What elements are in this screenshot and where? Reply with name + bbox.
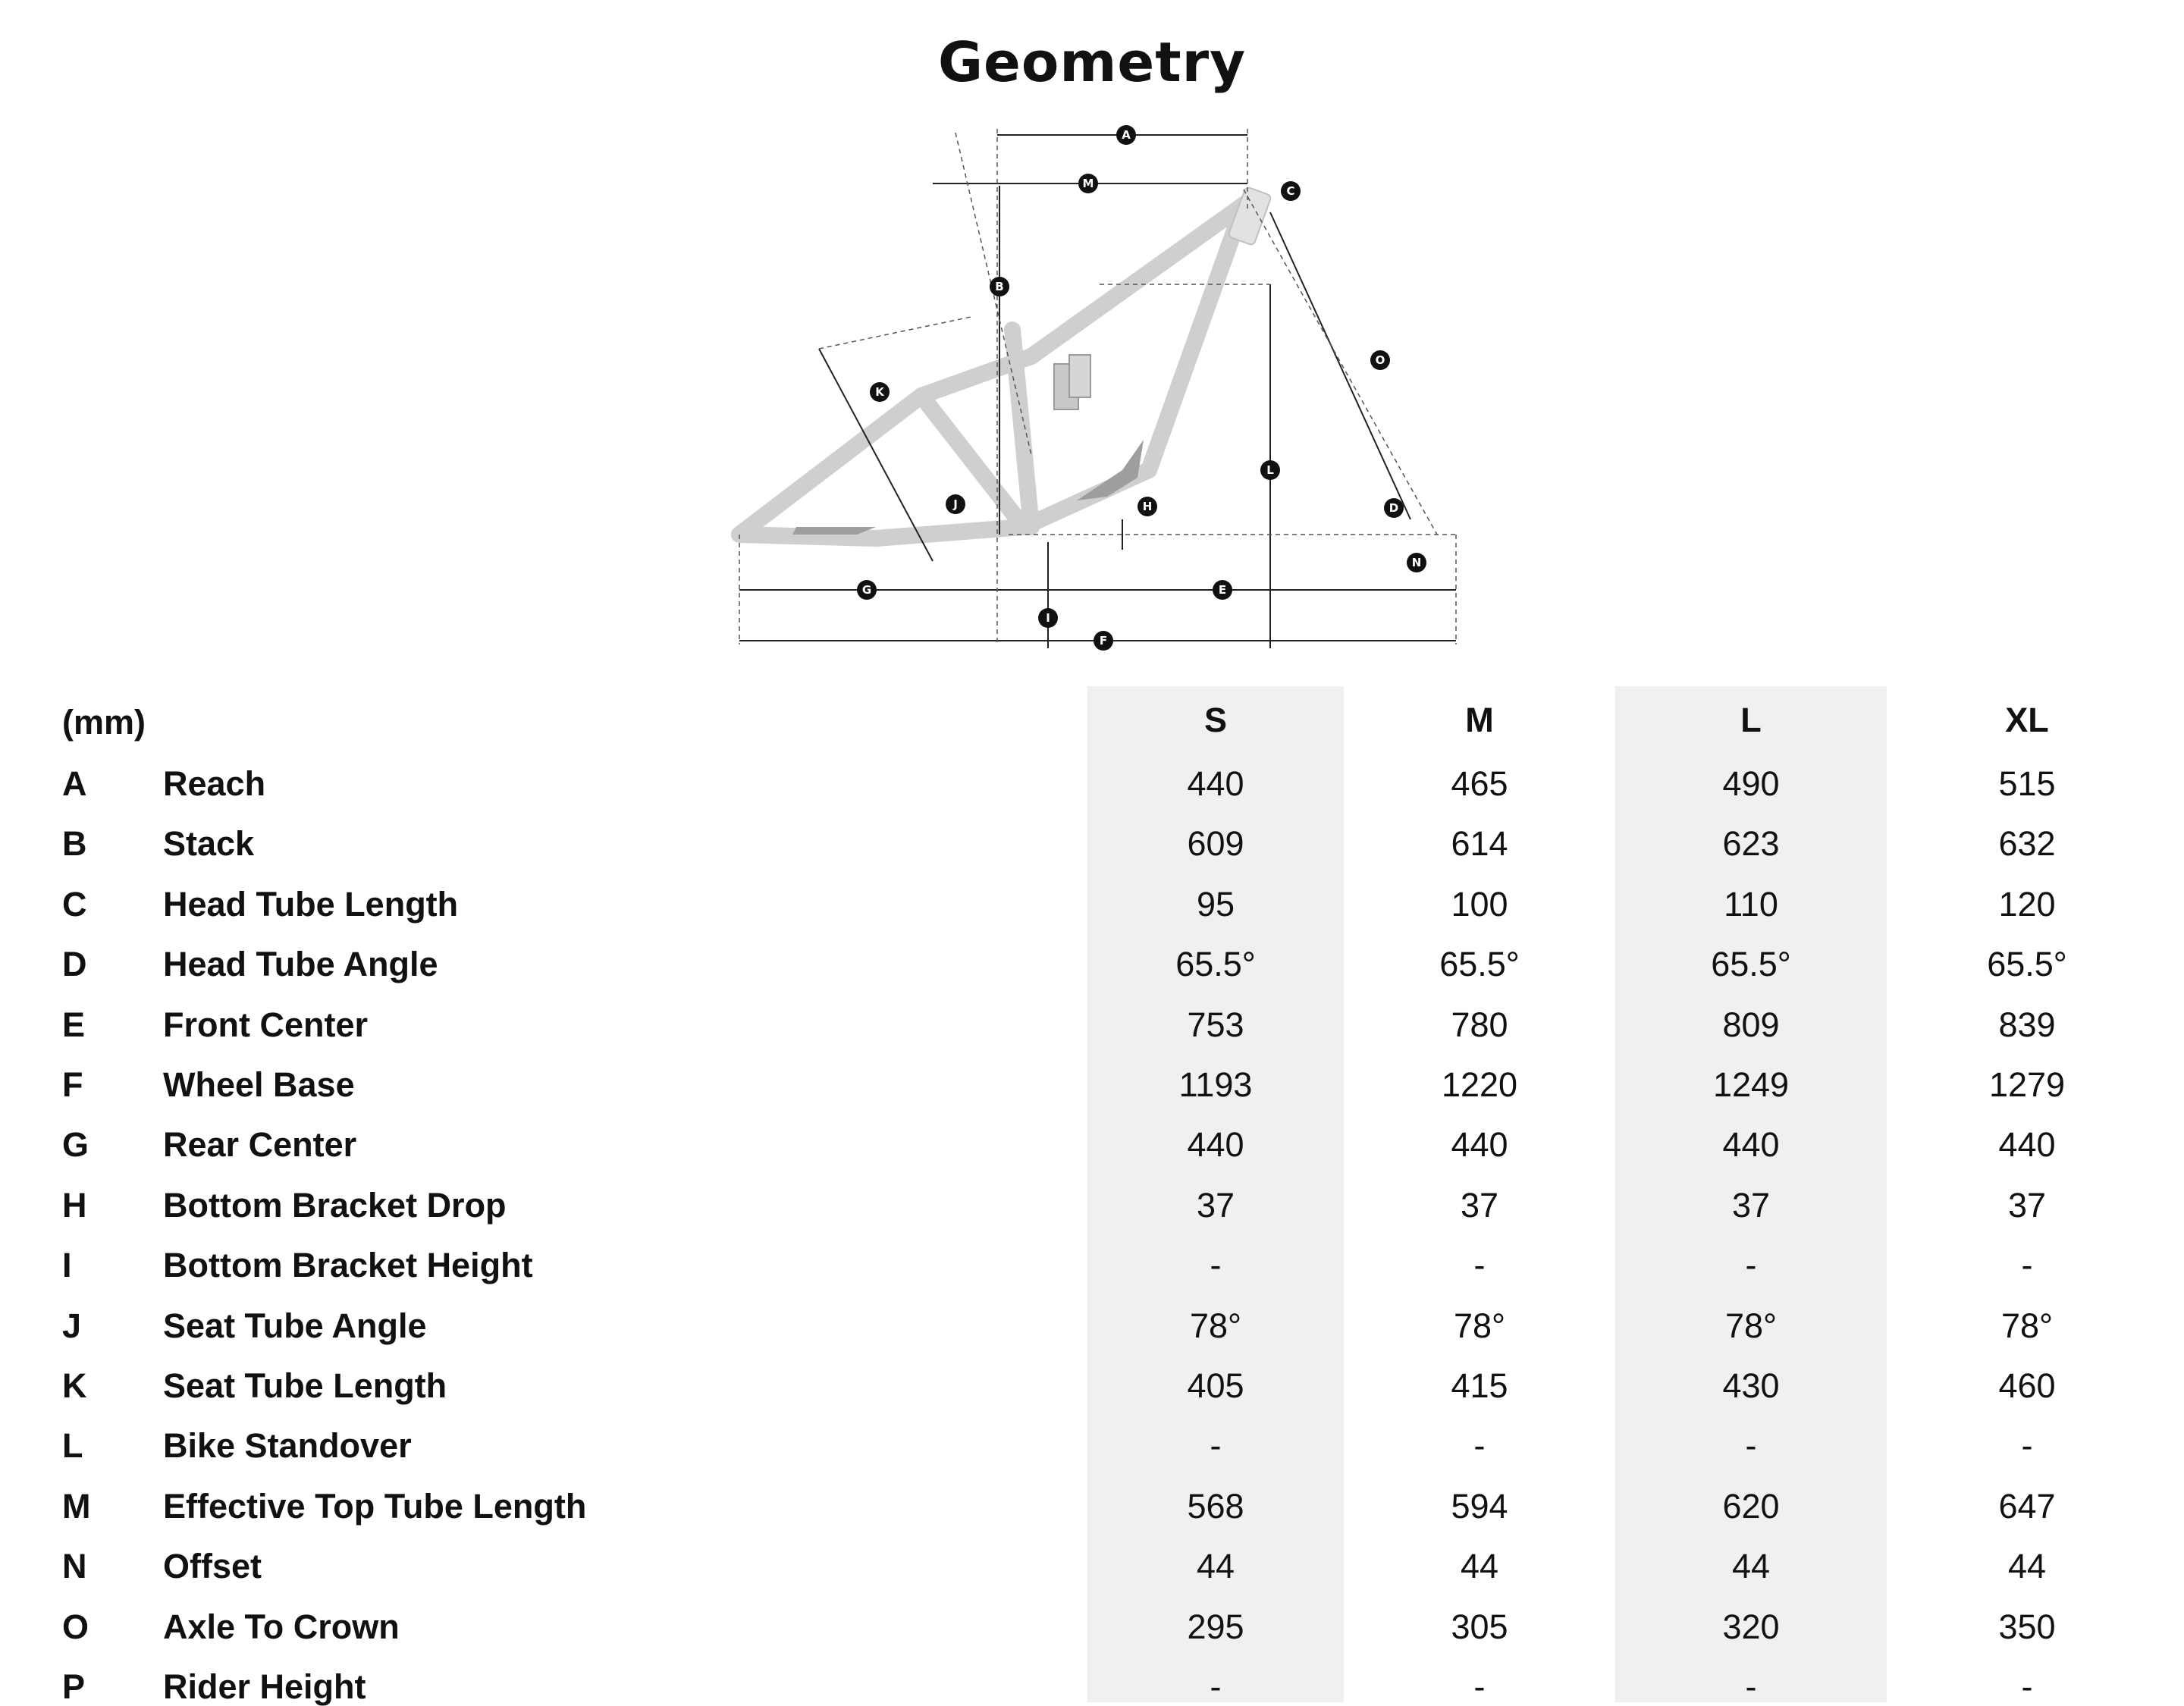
row-letter: M bbox=[62, 1487, 91, 1526]
value-cell-l: 623 bbox=[1722, 824, 1780, 863]
size-header-xl: XL bbox=[2005, 701, 2049, 739]
row-label: Effective Top Tube Length bbox=[163, 1487, 587, 1526]
value-cell-s: 44 bbox=[1196, 1547, 1235, 1585]
row-letter: N bbox=[62, 1547, 87, 1585]
size-header-s: S bbox=[1203, 701, 1227, 739]
bike-frame-drawing bbox=[739, 205, 1244, 538]
value-cell-xl: 78° bbox=[2000, 1306, 2054, 1345]
value-cell-m: 44 bbox=[1460, 1547, 1499, 1585]
value-cell-l: - bbox=[1745, 1426, 1757, 1465]
size-header-l: L bbox=[1740, 701, 1762, 739]
row-letter: A bbox=[62, 764, 87, 803]
value-cell-m: 1220 bbox=[1441, 1065, 1518, 1104]
value-cell-s: 95 bbox=[1196, 885, 1235, 924]
row-label: Stack bbox=[163, 824, 255, 863]
svg-text:G: G bbox=[861, 583, 872, 597]
value-cell-l: 490 bbox=[1722, 764, 1780, 803]
value-cell-s: - bbox=[1210, 1426, 1222, 1465]
row-label: Rear Center bbox=[163, 1125, 357, 1164]
row-label: Bottom Bracket Height bbox=[163, 1246, 533, 1284]
svg-text:C: C bbox=[1286, 184, 1295, 198]
value-cell-l: 809 bbox=[1722, 1005, 1780, 1044]
value-cell-s: 609 bbox=[1187, 824, 1244, 863]
value-cell-l: - bbox=[1745, 1246, 1757, 1284]
value-cell-xl: - bbox=[2021, 1667, 2033, 1706]
callout-n-icon bbox=[1407, 553, 1426, 572]
frame-geometry-diagram bbox=[713, 114, 1502, 660]
callout-f-icon bbox=[1094, 631, 1113, 651]
callout-o-icon bbox=[1370, 350, 1390, 370]
value-cell-m: - bbox=[1473, 1246, 1486, 1284]
value-cell-s: 568 bbox=[1187, 1487, 1244, 1526]
row-label: Axle To Crown bbox=[163, 1607, 400, 1646]
row-letter: E bbox=[62, 1005, 86, 1044]
value-cell-l: 44 bbox=[1731, 1547, 1771, 1585]
svg-text:J: J bbox=[953, 497, 958, 511]
callout-e-icon bbox=[1213, 580, 1232, 600]
row-label: Seat Tube Length bbox=[163, 1366, 447, 1405]
dimension-lines bbox=[739, 135, 1456, 648]
row-letter: C bbox=[62, 885, 87, 924]
row-label: Bottom Bracket Drop bbox=[163, 1186, 507, 1225]
value-cell-s: - bbox=[1210, 1667, 1222, 1706]
callout-b-icon bbox=[990, 277, 1009, 296]
svg-text:H: H bbox=[1142, 500, 1153, 513]
value-cell-l: 1249 bbox=[1712, 1065, 1790, 1104]
row-letter: P bbox=[62, 1667, 86, 1706]
callout-l-icon bbox=[1260, 460, 1280, 480]
row-letter: B bbox=[62, 824, 87, 863]
callout-a-icon bbox=[1116, 125, 1136, 145]
value-cell-xl: 350 bbox=[1998, 1607, 2056, 1646]
value-cell-m: 465 bbox=[1451, 764, 1508, 803]
value-cell-xl: 515 bbox=[1998, 764, 2056, 803]
row-letter: I bbox=[62, 1246, 72, 1284]
row-letter: L bbox=[62, 1426, 83, 1465]
value-cell-xl: 647 bbox=[1998, 1487, 2056, 1526]
value-cell-m: 78° bbox=[1453, 1306, 1506, 1345]
value-cell-m: 780 bbox=[1451, 1005, 1508, 1044]
shock-reservoir bbox=[1069, 355, 1090, 397]
svg-text:M: M bbox=[1082, 177, 1094, 190]
value-cell-s: 78° bbox=[1189, 1306, 1242, 1345]
row-label: Offset bbox=[163, 1547, 262, 1585]
value-cell-xl: 120 bbox=[1998, 885, 2056, 924]
value-cell-m: 37 bbox=[1460, 1186, 1499, 1225]
value-cell-l: 65.5° bbox=[1711, 945, 1791, 983]
value-cell-l: 440 bbox=[1722, 1125, 1780, 1164]
svg-text:L: L bbox=[1266, 463, 1274, 477]
value-cell-s: 753 bbox=[1187, 1005, 1244, 1044]
row-letter: K bbox=[62, 1366, 87, 1405]
value-cell-s: 405 bbox=[1187, 1366, 1244, 1405]
value-cell-l: 37 bbox=[1731, 1186, 1771, 1225]
callout-g-icon bbox=[857, 580, 877, 600]
value-cell-xl: - bbox=[2021, 1426, 2033, 1465]
row-label: Bike Standover bbox=[163, 1426, 412, 1465]
size-header-m: M bbox=[1465, 701, 1494, 739]
row-label: Seat Tube Angle bbox=[163, 1306, 427, 1345]
value-cell-xl: 1279 bbox=[1988, 1065, 2066, 1104]
callout-m-icon bbox=[1078, 174, 1098, 193]
value-cell-m: - bbox=[1473, 1667, 1486, 1706]
value-cell-m: 65.5° bbox=[1439, 945, 1520, 983]
svg-text:F: F bbox=[1099, 634, 1108, 648]
value-cell-xl: 460 bbox=[1998, 1366, 2056, 1405]
value-cell-xl: 44 bbox=[2007, 1547, 2047, 1585]
row-label: Reach bbox=[163, 764, 266, 803]
callout-d-icon bbox=[1384, 498, 1404, 518]
value-cell-l: 320 bbox=[1722, 1607, 1780, 1646]
svg-text:D: D bbox=[1389, 501, 1399, 515]
svg-text:I: I bbox=[1046, 611, 1050, 625]
row-letter: G bbox=[62, 1125, 89, 1164]
value-cell-m: 415 bbox=[1451, 1366, 1508, 1405]
svg-text:A: A bbox=[1122, 128, 1131, 142]
value-cell-xl: 37 bbox=[2007, 1186, 2047, 1225]
callout-c-icon bbox=[1281, 181, 1301, 201]
row-letter: H bbox=[62, 1186, 87, 1225]
value-cell-m: - bbox=[1473, 1426, 1486, 1465]
svg-text:E: E bbox=[1218, 583, 1227, 597]
value-cell-l: - bbox=[1745, 1667, 1757, 1706]
value-cell-l: 430 bbox=[1722, 1366, 1780, 1405]
page-title: Geometry bbox=[937, 30, 1247, 94]
value-cell-s: 65.5° bbox=[1175, 945, 1256, 983]
row-label: Front Center bbox=[163, 1005, 368, 1044]
svg-text:B: B bbox=[995, 280, 1004, 293]
value-cell-xl: 632 bbox=[1998, 824, 2056, 863]
value-cell-s: 440 bbox=[1187, 1125, 1244, 1164]
value-cell-xl: 440 bbox=[1998, 1125, 2056, 1164]
value-cell-m: 440 bbox=[1451, 1125, 1508, 1164]
callout-k-icon bbox=[870, 382, 890, 402]
value-cell-xl: 65.5° bbox=[1987, 945, 2067, 983]
value-cell-s: 295 bbox=[1187, 1607, 1244, 1646]
value-cell-l: 620 bbox=[1722, 1487, 1780, 1526]
callout-h-icon bbox=[1138, 497, 1157, 516]
value-cell-l: 110 bbox=[1724, 885, 1778, 924]
callout-i-icon bbox=[1038, 608, 1058, 628]
value-cell-s: 37 bbox=[1196, 1186, 1235, 1225]
value-cell-m: 100 bbox=[1451, 885, 1508, 924]
row-letter: F bbox=[62, 1065, 83, 1104]
svg-text:N: N bbox=[1411, 556, 1422, 569]
value-cell-s: 1193 bbox=[1178, 1065, 1253, 1104]
value-cell-xl: - bbox=[2021, 1246, 2033, 1284]
row-label: Head Tube Length bbox=[163, 885, 459, 924]
row-letter: O bbox=[62, 1607, 89, 1646]
value-cell-xl: 839 bbox=[1998, 1005, 2056, 1044]
row-label: Head Tube Angle bbox=[163, 945, 438, 983]
row-letter: J bbox=[62, 1306, 82, 1345]
value-cell-m: 614 bbox=[1451, 824, 1508, 863]
dashed-guides bbox=[739, 129, 1456, 644]
value-cell-s: 440 bbox=[1187, 764, 1244, 803]
svg-text:O: O bbox=[1375, 353, 1385, 367]
value-cell-s: - bbox=[1210, 1246, 1222, 1284]
svg-text:K: K bbox=[875, 385, 884, 399]
value-cell-m: 594 bbox=[1451, 1487, 1508, 1526]
callout-j-icon bbox=[946, 494, 965, 514]
value-cell-l: 78° bbox=[1724, 1306, 1778, 1345]
row-label: Wheel Base bbox=[163, 1065, 355, 1104]
value-cell-m: 305 bbox=[1451, 1607, 1508, 1646]
row-letter: D bbox=[62, 945, 87, 983]
unit-label: (mm) bbox=[62, 703, 146, 742]
row-label: Rider Height bbox=[163, 1667, 366, 1706]
